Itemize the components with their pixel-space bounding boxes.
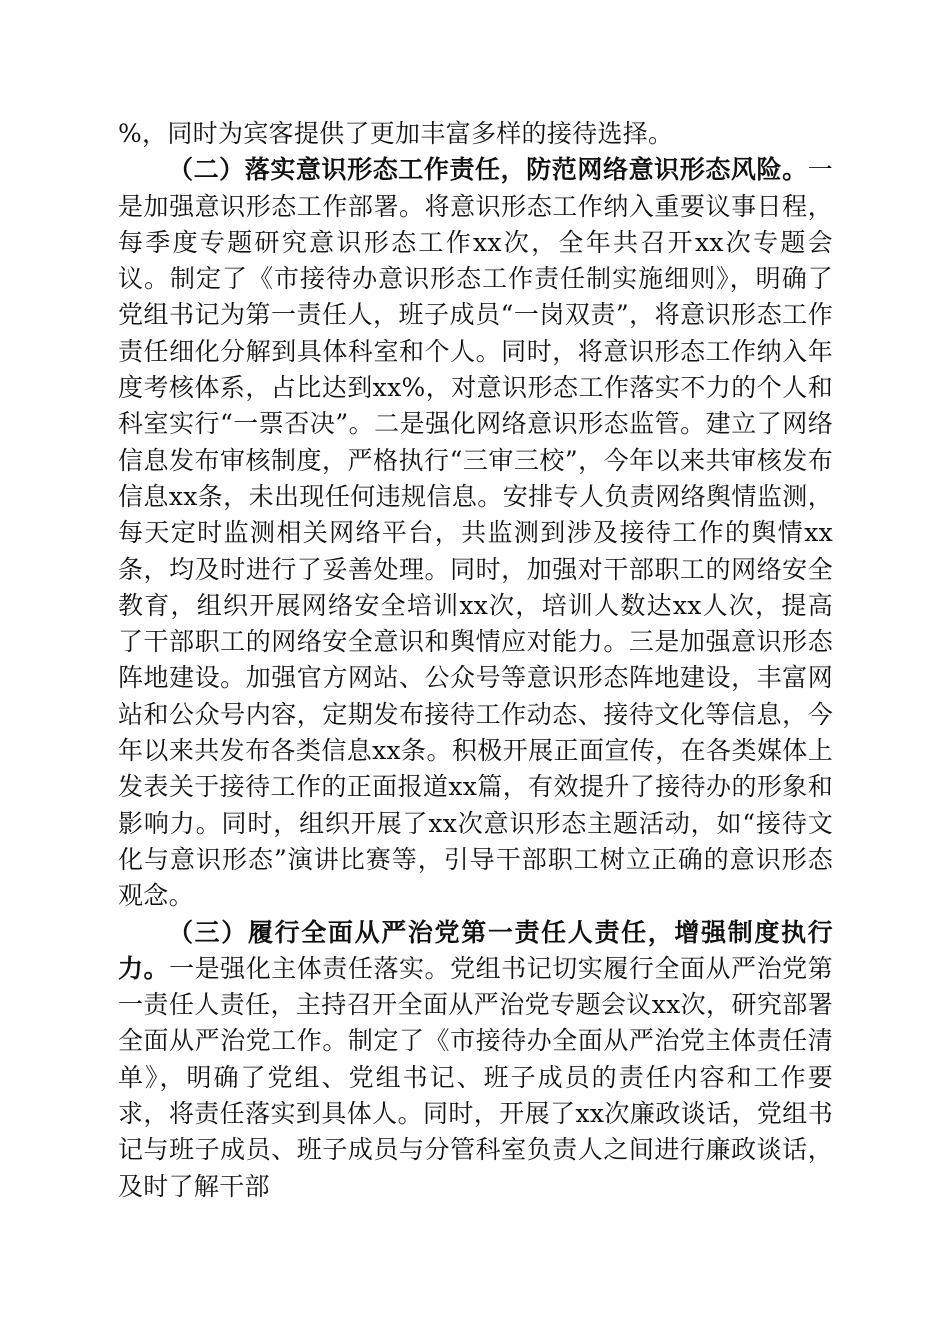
section-three-text: 一是强化主体责任落实。党组书记切实履行全面从严治党第一责任人责任，主持召开全面从严治党专题会议xx次，研究部署全面从严治党工作。制定了《市接待办全面从严治党主体责任清单》，明确了党组、党组书记、班子成员的责任内容和工作要求，将责任落实到具体人。同时，开展了xx次廉政谈话，党组书记与班子成员、班子成员与分管科室负责人之间进行廉政谈话，及时了解干部 (118, 953, 833, 1201)
paragraph-continuation (118, 116, 833, 152)
paragraph-section-two (118, 152, 833, 914)
section-two-heading: （二）落实意识形态工作责任，防范网络意识形态风险。 (168, 155, 808, 185)
document-body (118, 116, 833, 1205)
section-two-text: 一是加强意识形态工作部署。将意识形态工作纳入重要议事日程，每季度专题研究意识形态工作xx次，全年共召开xx次专题会议。制定了《市接待办意识形态工作责任制实施细则》，明确了党组书记为第一责任人，班子成员“一岗双责”，将意识形态工作责任细化分解到具体科室和个人。同时，将意识形态工作纳入年度考核体系，占比达到xx%，对意识形态工作落实不力的个人和科室实行“一票否决”。二是强化网络意识形态监管。建立了网络信息发布审核制度，严格执行“三审三校”，今年以来共审核发布信息xx条，未出现任何违规信息。安排专人负责网络舆情监测，每天定时监测相关网络平台，共监测到涉及接待工作的舆情xx条，均及时进行了妥善处理。同时，加强对干部职工的网络安全教育，组织开展网络安全培训xx次，培训人数达xx人次，提高了干部职工的网络安全意识和舆情应对能力。三是加强意识形态阵地建设。加强官方网站、公众号等意识形态阵地建设，丰富网站和公众号内容，定期发布接待工作动态、接待文化等信息，今年以来共发布各类信息xx条。积极开展正面宣传，在各类媒体上发表关于接待工作的正面报道xx篇，有效提升了接待办的形象和影响力。同时，组织开展了xx次意识形态主题活动，如“接待文化与意识形态”演讲比赛等，引导干部职工树立正确的意识形态观念。 (118, 155, 833, 911)
section-three-heading: （三）履行全面从严治党第一责任人责任，增强制度执行力。 (118, 917, 833, 983)
paragraph-section-three (118, 915, 833, 1205)
paragraph-text: %，同时为宾客提供了更加丰富多样的接待选择。 (118, 119, 674, 148)
